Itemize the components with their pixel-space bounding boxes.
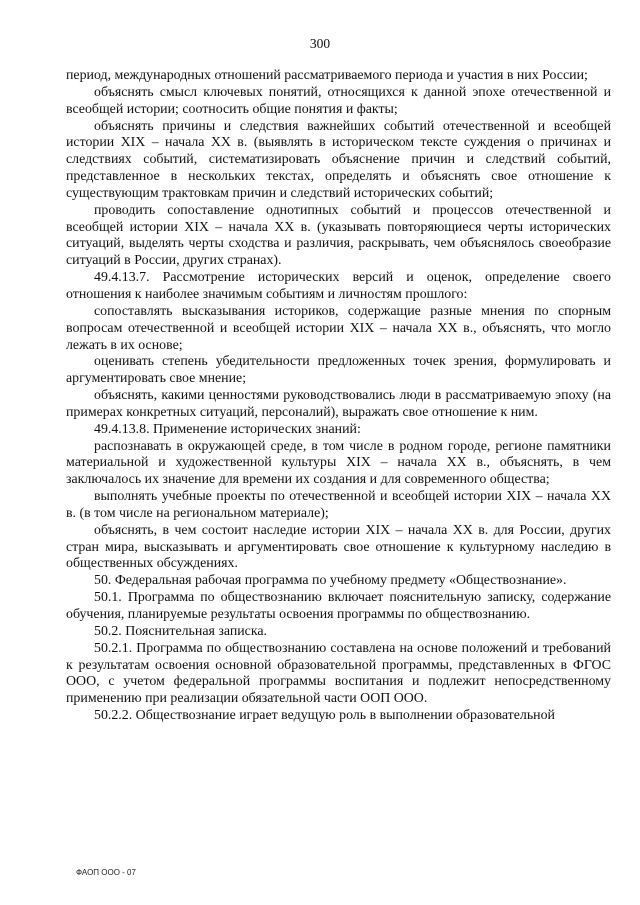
paragraph-evaluate-viewpoints: оценивать степень убедительности предложенных точек зрения, формулировать и аргументировать свое мнение; — [66, 354, 611, 387]
section-50-2: 50.2. Пояснительная записка. — [94, 623, 268, 639]
section-49-4-13-7: 49.4.13.7. Рассмотрение исторических версий и оценок, определение своего отношения к наиболее значимым событиям и личностям прошлого: — [66, 270, 611, 302]
paragraph-heritage: объяснять, в чем состоит наследие истории XIX – начала XX в. для России, других стран мира, высказывать и аргументировать свое отношение к культурному наследию в общественных обсуждениях. — [66, 522, 611, 572]
section-50-2-2: 50.2.2. Обществознание играет ведущую роль в выполнении образовательной — [94, 708, 555, 724]
section-50-1: 50.1. Программа по обществознанию включает пояснительную записку, содержание обучения, планируемые результаты освоения программы по обществознанию. — [66, 590, 611, 622]
section-49-4-13-8: 49.4.13.8. Применение исторических знаний: — [94, 421, 361, 437]
paragraph-monuments: распознавать в окружающей среде, в том числе в родном городе, регионе памятники материальной и художественной культуры XIX – начала XX в., объяснять, в чем заключалось их значение для времени их создания и для современного общества; — [66, 438, 611, 488]
section-50-2-1: 50.2.1. Программа по обществознанию составлена на основе положений и требований к результатам освоения основной образовательной программы, представленных в ФГОС ООО, с учетом федеральной программы воспитания и подлежит непосредственному применению при реализации обязательной части ООП ООО. — [66, 640, 611, 707]
paragraph-historians-opinions: сопоставлять высказывания историков, содержащие разные мнения по спорным вопросам отечественной и всеобщей истории XIX – начала XX в., объяснять, что могло лежать в их основе; — [66, 303, 611, 353]
footer-code: ФАОП ООО - 07 — [76, 868, 136, 877]
paragraph-comparison: проводить сопоставление однотипных событий и процессов отечественной и всеобщей истории XIX – начала XX в. (указывать повторяющиеся черты исторических ситуаций, выделять черты сходства и различия, раскрывать, чем объяснялось своеобразие ситуаций в России, других странах). — [66, 202, 611, 269]
paragraph-key-concepts: объяснять смысл ключевых понятий, относящихся к данной эпохе отечественной и всеобщей истории; соотносить общие понятия и факты; — [66, 84, 611, 117]
paragraph-projects: выполнять учебные проекты по отечественной и всеобщей истории XIX – начала XX в. (в том числе на региональном материале); — [66, 489, 611, 521]
paragraph-causes-effects: объяснять причины и следствия важнейших событий отечественной и всеобщей истории XIX – начала XX в. (выявлять в историческом тексте суждения о причинах и следствиях событий, систематизировать объяснение причин и следствий событий, представленное в нескольких текстах, определять и объяснять свое отношение к существующим трактовкам причин и следствий исторических событий; — [66, 118, 611, 201]
paragraph-continuation: период, международных отношений рассматриваемого периода и участия в них России; — [66, 68, 588, 83]
section-50-heading: 50. Федеральная рабочая программа по учебному предмету «Обществознание». — [94, 573, 567, 589]
paragraph-values: объяснять, какими ценностями руководствовались люди в рассматриваемую эпоху (на примерах конкретных ситуаций, персоналий), выражать свое отношение к ним. — [66, 388, 611, 420]
page-number: 300 — [309, 36, 331, 51]
document-body — [66, 68, 611, 725]
